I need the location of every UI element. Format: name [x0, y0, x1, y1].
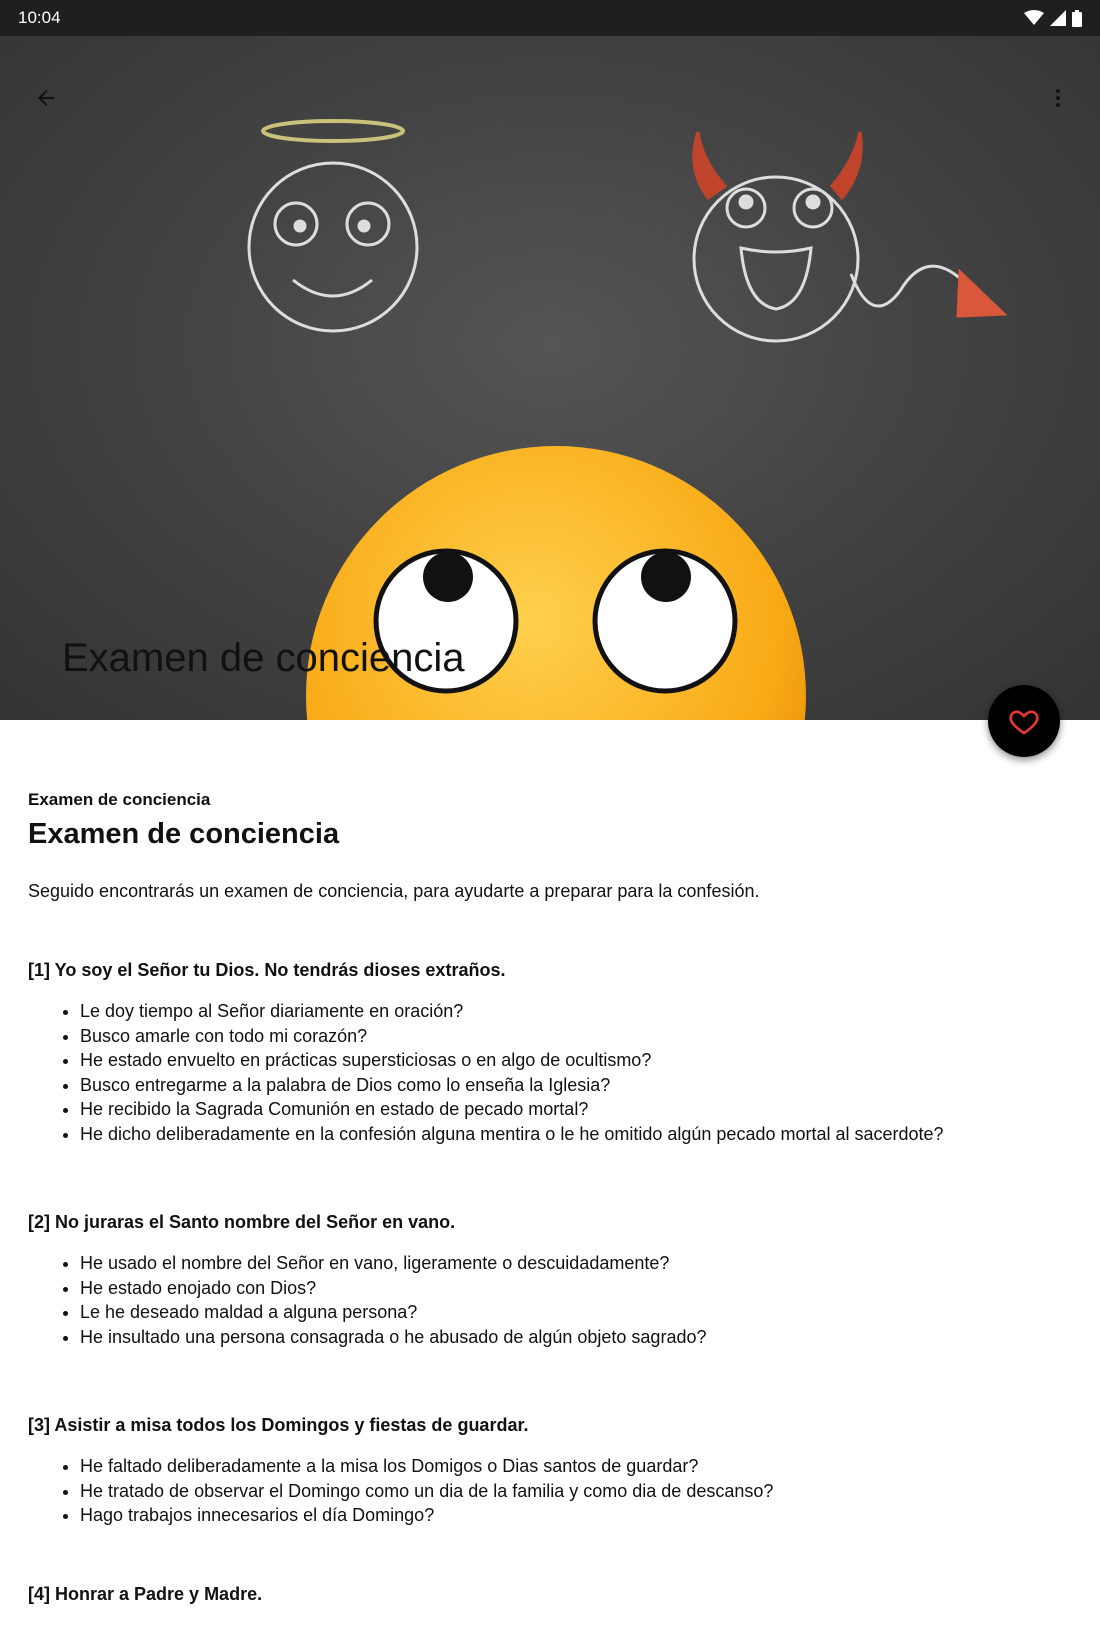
arrow-left-icon — [34, 86, 58, 110]
question-list — [28, 1251, 1078, 1349]
list-item: • He estado envuelto en prácticas supersticiosas o en algo de ocultismo? — [80, 1048, 1078, 1073]
more-vert-icon — [1046, 86, 1070, 110]
list-item: • He faltado deliberadamente a la misa los Domigos o Dias santos de guardar? — [80, 1454, 1078, 1479]
more-options-button[interactable] — [1036, 76, 1080, 120]
heart-outline-icon — [1007, 705, 1041, 737]
list-item: • He dicho deliberadamente en la confesión alguna mentira o le he omitido algún pecado mortal al sacerdote? — [80, 1122, 1078, 1147]
status-icons — [1024, 10, 1082, 27]
battery-icon — [1072, 10, 1082, 27]
intro-text: Seguido encontrarás un examen de conciencia, para ayudarte a preparar para la confesión. — [28, 881, 760, 901]
page-title: Examen de conciencia — [28, 818, 340, 850]
list-item: • Hago trabajos innecesarios el día Domingo? — [80, 1503, 1078, 1528]
list-item: • He recibido la Sagrada Comunión en estado de pecado mortal? — [80, 1097, 1078, 1122]
section-heading: [3] Asistir a misa todos los Domingos y fiestas de guardar. — [28, 1415, 529, 1435]
list-item: • Le doy tiempo al Señor diariamente en oración? — [80, 999, 1078, 1024]
list-item: • He usado el nombre del Señor en vano, ligeramente o descuidadamente? — [80, 1251, 1078, 1276]
section-heading: [4] Honrar a Padre y Madre. — [28, 1583, 263, 1604]
hero-illustration — [0, 36, 1100, 720]
wifi-icon — [1024, 10, 1044, 26]
list-item: • He estado enojado con Dios? — [80, 1276, 1078, 1301]
status-bar — [0, 0, 1100, 36]
list-item: • Le he deseado maldad a alguna persona? — [80, 1300, 1078, 1325]
angel-face — [249, 121, 417, 331]
back-button[interactable] — [24, 76, 68, 120]
section-heading: [2] No juraras el Santo nombre del Señor en vano. — [28, 1212, 456, 1232]
status-time: 10:04 — [18, 8, 61, 27]
list-item: • He insultado una persona consagrada o he abusado de algún objeto sagrado? — [80, 1325, 1078, 1350]
hero-header — [0, 36, 1100, 720]
list-item: • Busco amarle con todo mi corazón? — [80, 1024, 1078, 1049]
question-list — [28, 999, 1078, 1146]
section-heading: [1] Yo soy el Señor tu Dios. No tendrás dioses extraños. — [28, 960, 506, 980]
article-content — [28, 790, 1078, 1623]
breadcrumb: Examen de conciencia — [28, 790, 211, 809]
devil-face — [694, 132, 1004, 341]
hero-title: Examen de conciencia — [62, 636, 465, 680]
favorite-button[interactable] — [988, 685, 1060, 757]
list-item: • Busco entregarme a la palabra de Dios como lo enseña la Iglesia? — [80, 1073, 1078, 1098]
question-list — [28, 1454, 1078, 1528]
signal-icon — [1050, 10, 1066, 26]
list-item: • He tratado de observar el Domingo como un dia de la familia y como dia de descanso? — [80, 1479, 1078, 1504]
